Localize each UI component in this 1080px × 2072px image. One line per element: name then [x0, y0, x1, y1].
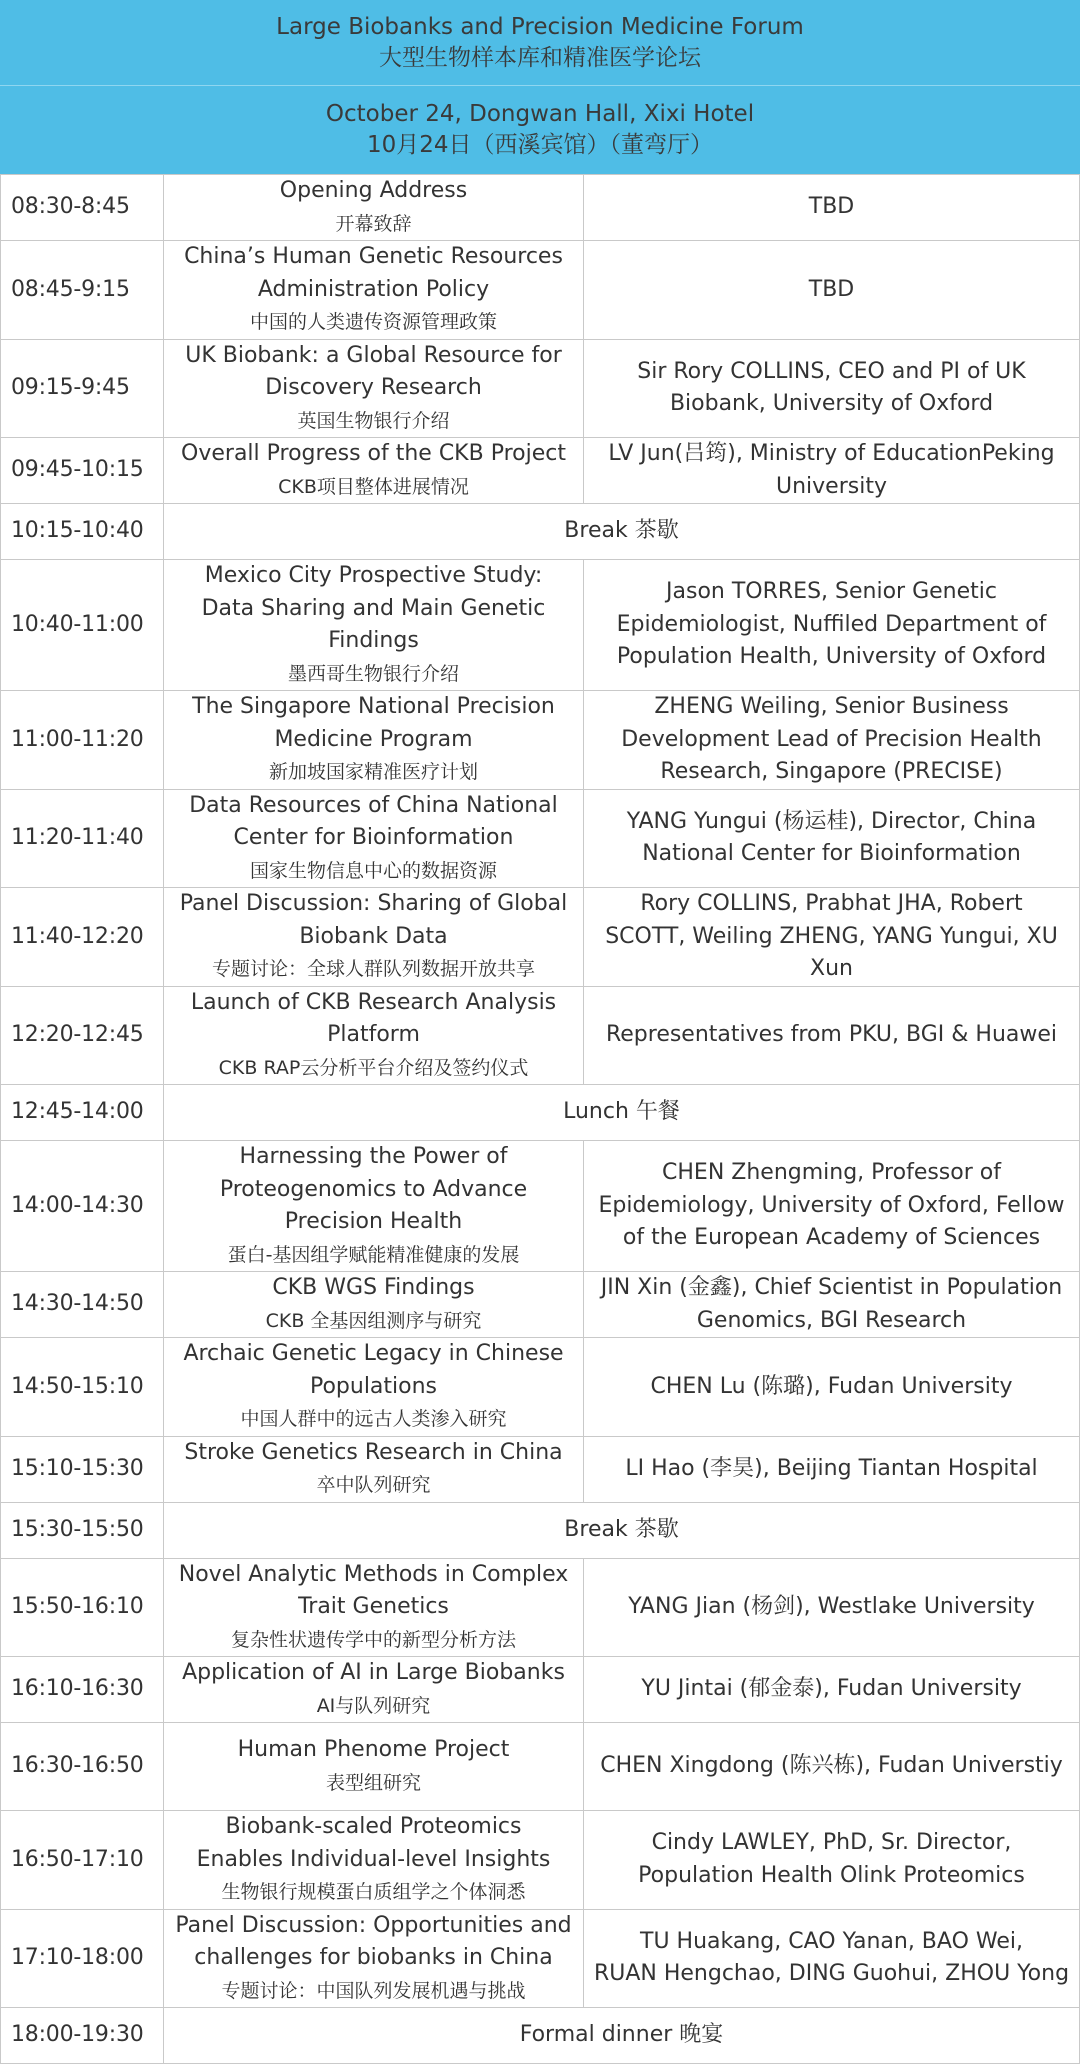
- session-title: [164, 241, 584, 340]
- session-title-en-line: Harnessing the Power of: [239, 1144, 508, 1169]
- session-speaker: [584, 986, 1080, 1085]
- forum-header: [0, 0, 1080, 174]
- session-speaker: [584, 1338, 1080, 1437]
- session-title-zh: CKB项目整体进展情况: [278, 475, 469, 498]
- speaker-line: YANG Jian (杨剑), Westlake University: [628, 1594, 1035, 1619]
- session-time: 09:15-9:45: [1, 339, 164, 438]
- session-speaker: [584, 1558, 1080, 1657]
- agenda-row: [1, 691, 1080, 790]
- session-speaker: [584, 339, 1080, 438]
- agenda-row: [1, 1909, 1080, 2008]
- speaker-line: LV Jun(吕筠), Ministry of EducationPeking: [608, 441, 1055, 466]
- agenda-row: [1, 560, 1080, 691]
- session-time: 10:40-11:00: [1, 560, 164, 691]
- session-title-zh: 专题讨论：全球人群队列数据开放共享: [211, 958, 535, 980]
- session-time: 16:30-16:50: [1, 1723, 164, 1811]
- session-speaker: [584, 789, 1080, 888]
- agenda-row: [1, 1811, 1080, 1910]
- session-title-en-line: The Singapore National Precision: [192, 694, 555, 719]
- session-title: [164, 1141, 584, 1272]
- session-title-en-line: Populations: [309, 1373, 438, 1399]
- session-title-zh: 生物银行规模蛋白质组学之个体洞悉: [221, 1881, 526, 1903]
- speaker-line: Genomics, BGI Research: [696, 1307, 967, 1333]
- session-title-zh: 卒中队列研究: [316, 1474, 431, 1496]
- session-title-zh: CKB RAP云分析平台介绍及签约仪式: [218, 1056, 529, 1079]
- break-label: Break 茶歇: [164, 504, 1080, 560]
- speaker-line: CHEN Lu (陈璐), Fudan University: [650, 1373, 1013, 1399]
- session-speaker: [584, 1272, 1080, 1338]
- speaker-line: LI Hao (李昊), Beijing Tiantan Hospital: [625, 1455, 1038, 1481]
- session-title: [164, 339, 584, 438]
- session-time: 15:30-15:50: [1, 1502, 164, 1558]
- agenda-row: [1, 1723, 1080, 1811]
- session-title-en-line: Biobank-scaled Proteomics: [225, 1814, 522, 1839]
- session-speaker: [584, 1657, 1080, 1723]
- session-time: 10:15-10:40: [1, 504, 164, 560]
- session-title-en-line: CKB WGS Findings: [272, 1275, 475, 1300]
- session-title-en-line: Overall Progress of the CKB Project: [181, 441, 566, 466]
- session-speaker: [584, 175, 1080, 241]
- session-title-en-line: Human Phenome Project: [237, 1737, 510, 1762]
- session-speaker: [584, 1909, 1080, 2008]
- speaker-line: Xun: [810, 956, 853, 981]
- session-time: 15:10-15:30: [1, 1436, 164, 1502]
- session-title-en-line: Administration Policy: [257, 276, 490, 302]
- session-time: 12:45-14:00: [1, 1085, 164, 1141]
- session-time: 09:45-10:15: [1, 438, 164, 504]
- agenda-body: [1, 175, 1080, 2064]
- session-time: 12:20-12:45: [1, 986, 164, 1085]
- session-title-zh: 开幕致辞: [335, 212, 412, 235]
- session-time: 11:00-11:20: [1, 691, 164, 790]
- break-label: Lunch 午餐: [164, 1085, 1080, 1141]
- speaker-line: Biobank, University of Oxford: [669, 391, 994, 417]
- forum-date-en: October 24, Dongwan Hall, Xixi Hotel: [325, 101, 755, 127]
- session-title: [164, 1338, 584, 1437]
- session-title-en-line: Biobank Data: [299, 923, 448, 949]
- session-title-en-line: challenges for biobanks in China: [194, 1945, 553, 1970]
- speaker-line: Jason TORRES, Senior Genetic: [666, 579, 997, 605]
- session-speaker: [584, 1141, 1080, 1272]
- agenda-row: [1, 1657, 1080, 1723]
- speaker-line: TBD: [808, 276, 855, 302]
- session-title-en-line: Data Resources of China National: [189, 792, 558, 818]
- agenda-row: [1, 339, 1080, 438]
- agenda-row: [1, 1272, 1080, 1338]
- session-speaker: [584, 691, 1080, 790]
- speaker-line: CHEN Xingdong (陈兴栋), Fudan Universtiy: [600, 1753, 1063, 1779]
- speaker-line: University: [776, 473, 887, 499]
- session-title-zh: 专题讨论：中国队列发展机遇与挑战: [221, 1979, 526, 2002]
- session-time: 14:30-14:50: [1, 1272, 164, 1338]
- session-time: 08:30-8:45: [1, 175, 164, 241]
- agenda-row: [1, 888, 1080, 987]
- agenda-table: [0, 174, 1080, 2064]
- speaker-line: of the European Academy of Sciences: [622, 1225, 1041, 1251]
- forum-title-block: [0, 0, 1080, 85]
- speaker-line: Population Health Olink Proteomics: [638, 1862, 1025, 1888]
- session-title-en-line: Panel Discussion: Sharing of Global: [179, 891, 568, 916]
- speaker-line: YU Jintai (郁金泰), Fudan University: [641, 1676, 1022, 1702]
- session-time: 08:45-9:15: [1, 241, 164, 340]
- session-speaker: [584, 438, 1080, 504]
- break-label: Formal dinner 晚宴: [164, 2008, 1080, 2064]
- speaker-line: National Center for Bioinformation: [642, 841, 1021, 867]
- speaker-line: YANG Yungui (杨运桂), Director, China: [626, 808, 1037, 834]
- session-title: [164, 888, 584, 987]
- speaker-line: RUAN Hengchao, DING Guohui, ZHOU Yong: [593, 1961, 1070, 1987]
- session-speaker: [584, 560, 1080, 691]
- agenda-row: [1, 1141, 1080, 1272]
- session-time: 11:20-11:40: [1, 789, 164, 888]
- session-title-en-line: Panel Discussion: Opportunities and: [175, 1912, 572, 1938]
- speaker-line: ZHENG Weiling, Senior Business: [654, 694, 1009, 719]
- session-title-en-line: Archaic Genetic Legacy in Chinese: [183, 1341, 564, 1366]
- session-title-en-line: China’s Human Genetic Resources: [184, 244, 563, 269]
- session-title-en-line: Medicine Program: [274, 726, 473, 752]
- speaker-line: CHEN Zhengming, Professor of: [662, 1160, 1001, 1186]
- session-title: [164, 1909, 584, 2008]
- forum-title-en: Large Biobanks and Precision Medicine Forum: [276, 13, 804, 40]
- session-title-zh: 国家生物信息中心的数据资源: [249, 859, 497, 882]
- speaker-line: Development Lead of Precision Health: [621, 726, 1042, 752]
- session-title-en-line: Trait Genetics: [298, 1594, 449, 1619]
- speaker-line: Research, Singapore (PRECISE): [660, 759, 1003, 784]
- session-time: 16:50-17:10: [1, 1811, 164, 1910]
- session-title-en-line: Center for Bioinformation: [233, 825, 514, 850]
- session-time: 15:50-16:10: [1, 1558, 164, 1657]
- session-title-zh: 中国的人类遗传资源管理政策: [249, 311, 497, 333]
- session-title-en-line: Platform: [327, 1022, 420, 1047]
- session-title: [164, 1558, 584, 1657]
- speaker-line: Rory COLLINS, Prabhat JHA, Robert: [640, 891, 1023, 916]
- session-title: [164, 175, 584, 241]
- session-title-en-line: Enables Individual-level Insights: [196, 1846, 551, 1872]
- agenda-row-break: [1, 2008, 1080, 2064]
- speaker-line: TBD: [808, 194, 855, 220]
- session-title: [164, 1436, 584, 1502]
- agenda-row: [1, 241, 1080, 340]
- session-title-en-line: Opening Address: [279, 178, 468, 203]
- session-time: 17:10-18:00: [1, 1909, 164, 2008]
- agenda-row: [1, 1436, 1080, 1502]
- session-time: 18:00-19:30: [1, 2008, 164, 2064]
- agenda-row: [1, 438, 1080, 504]
- agenda-row-break: [1, 504, 1080, 560]
- session-title: [164, 560, 584, 691]
- session-title-zh: 表型组研究: [325, 1771, 421, 1794]
- speaker-line: Epidemiologist, Nuffiled Department of: [616, 611, 1047, 637]
- agenda-row: [1, 1558, 1080, 1657]
- agenda-row-break: [1, 1502, 1080, 1558]
- session-title-zh: 蛋白-基因组学赋能精准健康的发展: [227, 1243, 520, 1266]
- session-title-en-line: UK Biobank: a Global Resource for: [185, 342, 562, 368]
- session-title-en-line: Proteogenomics to Advance: [219, 1176, 528, 1202]
- speaker-line: Cindy LAWLEY, PhD, Sr. Director,: [651, 1830, 1012, 1856]
- session-title-en-line: Data Sharing and Main Genetic: [201, 595, 546, 621]
- speaker-line: Sir Rory COLLINS, CEO and PI of UK: [637, 358, 1026, 384]
- session-time: 14:00-14:30: [1, 1141, 164, 1272]
- session-title-zh: CKB 全基因组测序与研究: [265, 1309, 482, 1332]
- agenda-row: [1, 175, 1080, 241]
- session-title-zh: 新加坡国家精准医疗计划: [268, 761, 478, 783]
- session-title-zh: 墨西哥生物银行介绍: [287, 662, 459, 685]
- session-speaker: [584, 1436, 1080, 1502]
- agenda-row-break: [1, 1085, 1080, 1141]
- session-title: [164, 1657, 584, 1723]
- speaker-line: TU Huakang, CAO Yanan, BAO Wei,: [640, 1928, 1023, 1954]
- speaker-line: Population Health, University of Oxford: [616, 644, 1047, 670]
- session-title-en-line: Discovery Research: [265, 375, 482, 400]
- session-title-en-line: Mexico City Prospective Study:: [204, 563, 543, 588]
- session-speaker: [584, 241, 1080, 340]
- session-title-en-line: Findings: [328, 628, 419, 653]
- session-title: [164, 789, 584, 888]
- session-title: [164, 1723, 584, 1811]
- session-title-en-line: Application of AI in Large Biobanks: [182, 1660, 565, 1685]
- session-title-en-line: Novel Analytic Methods in Complex: [178, 1561, 569, 1587]
- session-title: [164, 1272, 584, 1338]
- session-title: [164, 691, 584, 790]
- session-title-zh: 复杂性状遗传学中的新型分析方法: [230, 1628, 516, 1651]
- session-time: 16:10-16:30: [1, 1657, 164, 1723]
- agenda-row: [1, 1338, 1080, 1437]
- forum-date-block: [0, 85, 1080, 174]
- speaker-line: SCOTT, Weiling ZHENG, YANG Yungui, XU: [605, 923, 1058, 949]
- session-title-en-line: Precision Health: [284, 1209, 463, 1234]
- session-title: [164, 986, 584, 1085]
- agenda-row: [1, 789, 1080, 888]
- forum-title-zh: 大型生物样本库和精准医学论坛: [379, 44, 701, 71]
- break-label: Break 茶歇: [164, 1502, 1080, 1558]
- session-speaker: [584, 1811, 1080, 1910]
- session-speaker: [584, 1723, 1080, 1811]
- session-time: 11:40-12:20: [1, 888, 164, 987]
- session-speaker: [584, 888, 1080, 987]
- session-title-zh: 英国生物银行介绍: [297, 409, 450, 432]
- speaker-line: Representatives from PKU, BGI & Huawei: [605, 1022, 1058, 1047]
- session-title: [164, 1811, 584, 1910]
- forum-date-zh: 10月24日（西溪宾馆）（董弯厅）: [366, 132, 714, 158]
- session-title-zh: 中国人群中的远古人类渗入研究: [240, 1408, 507, 1430]
- agenda-row: [1, 986, 1080, 1085]
- speaker-line: JIN Xin (金鑫), Chief Scientist in Population: [600, 1275, 1063, 1300]
- session-title-en-line: Launch of CKB Research Analysis: [190, 989, 557, 1015]
- session-time: 14:50-15:10: [1, 1338, 164, 1437]
- session-title: [164, 438, 584, 504]
- session-title-en-line: Stroke Genetics Research in China: [184, 1439, 563, 1465]
- speaker-line: Epidemiology, University of Oxford, Fellow: [598, 1192, 1065, 1218]
- session-title-zh: AI与队列研究: [316, 1694, 431, 1717]
